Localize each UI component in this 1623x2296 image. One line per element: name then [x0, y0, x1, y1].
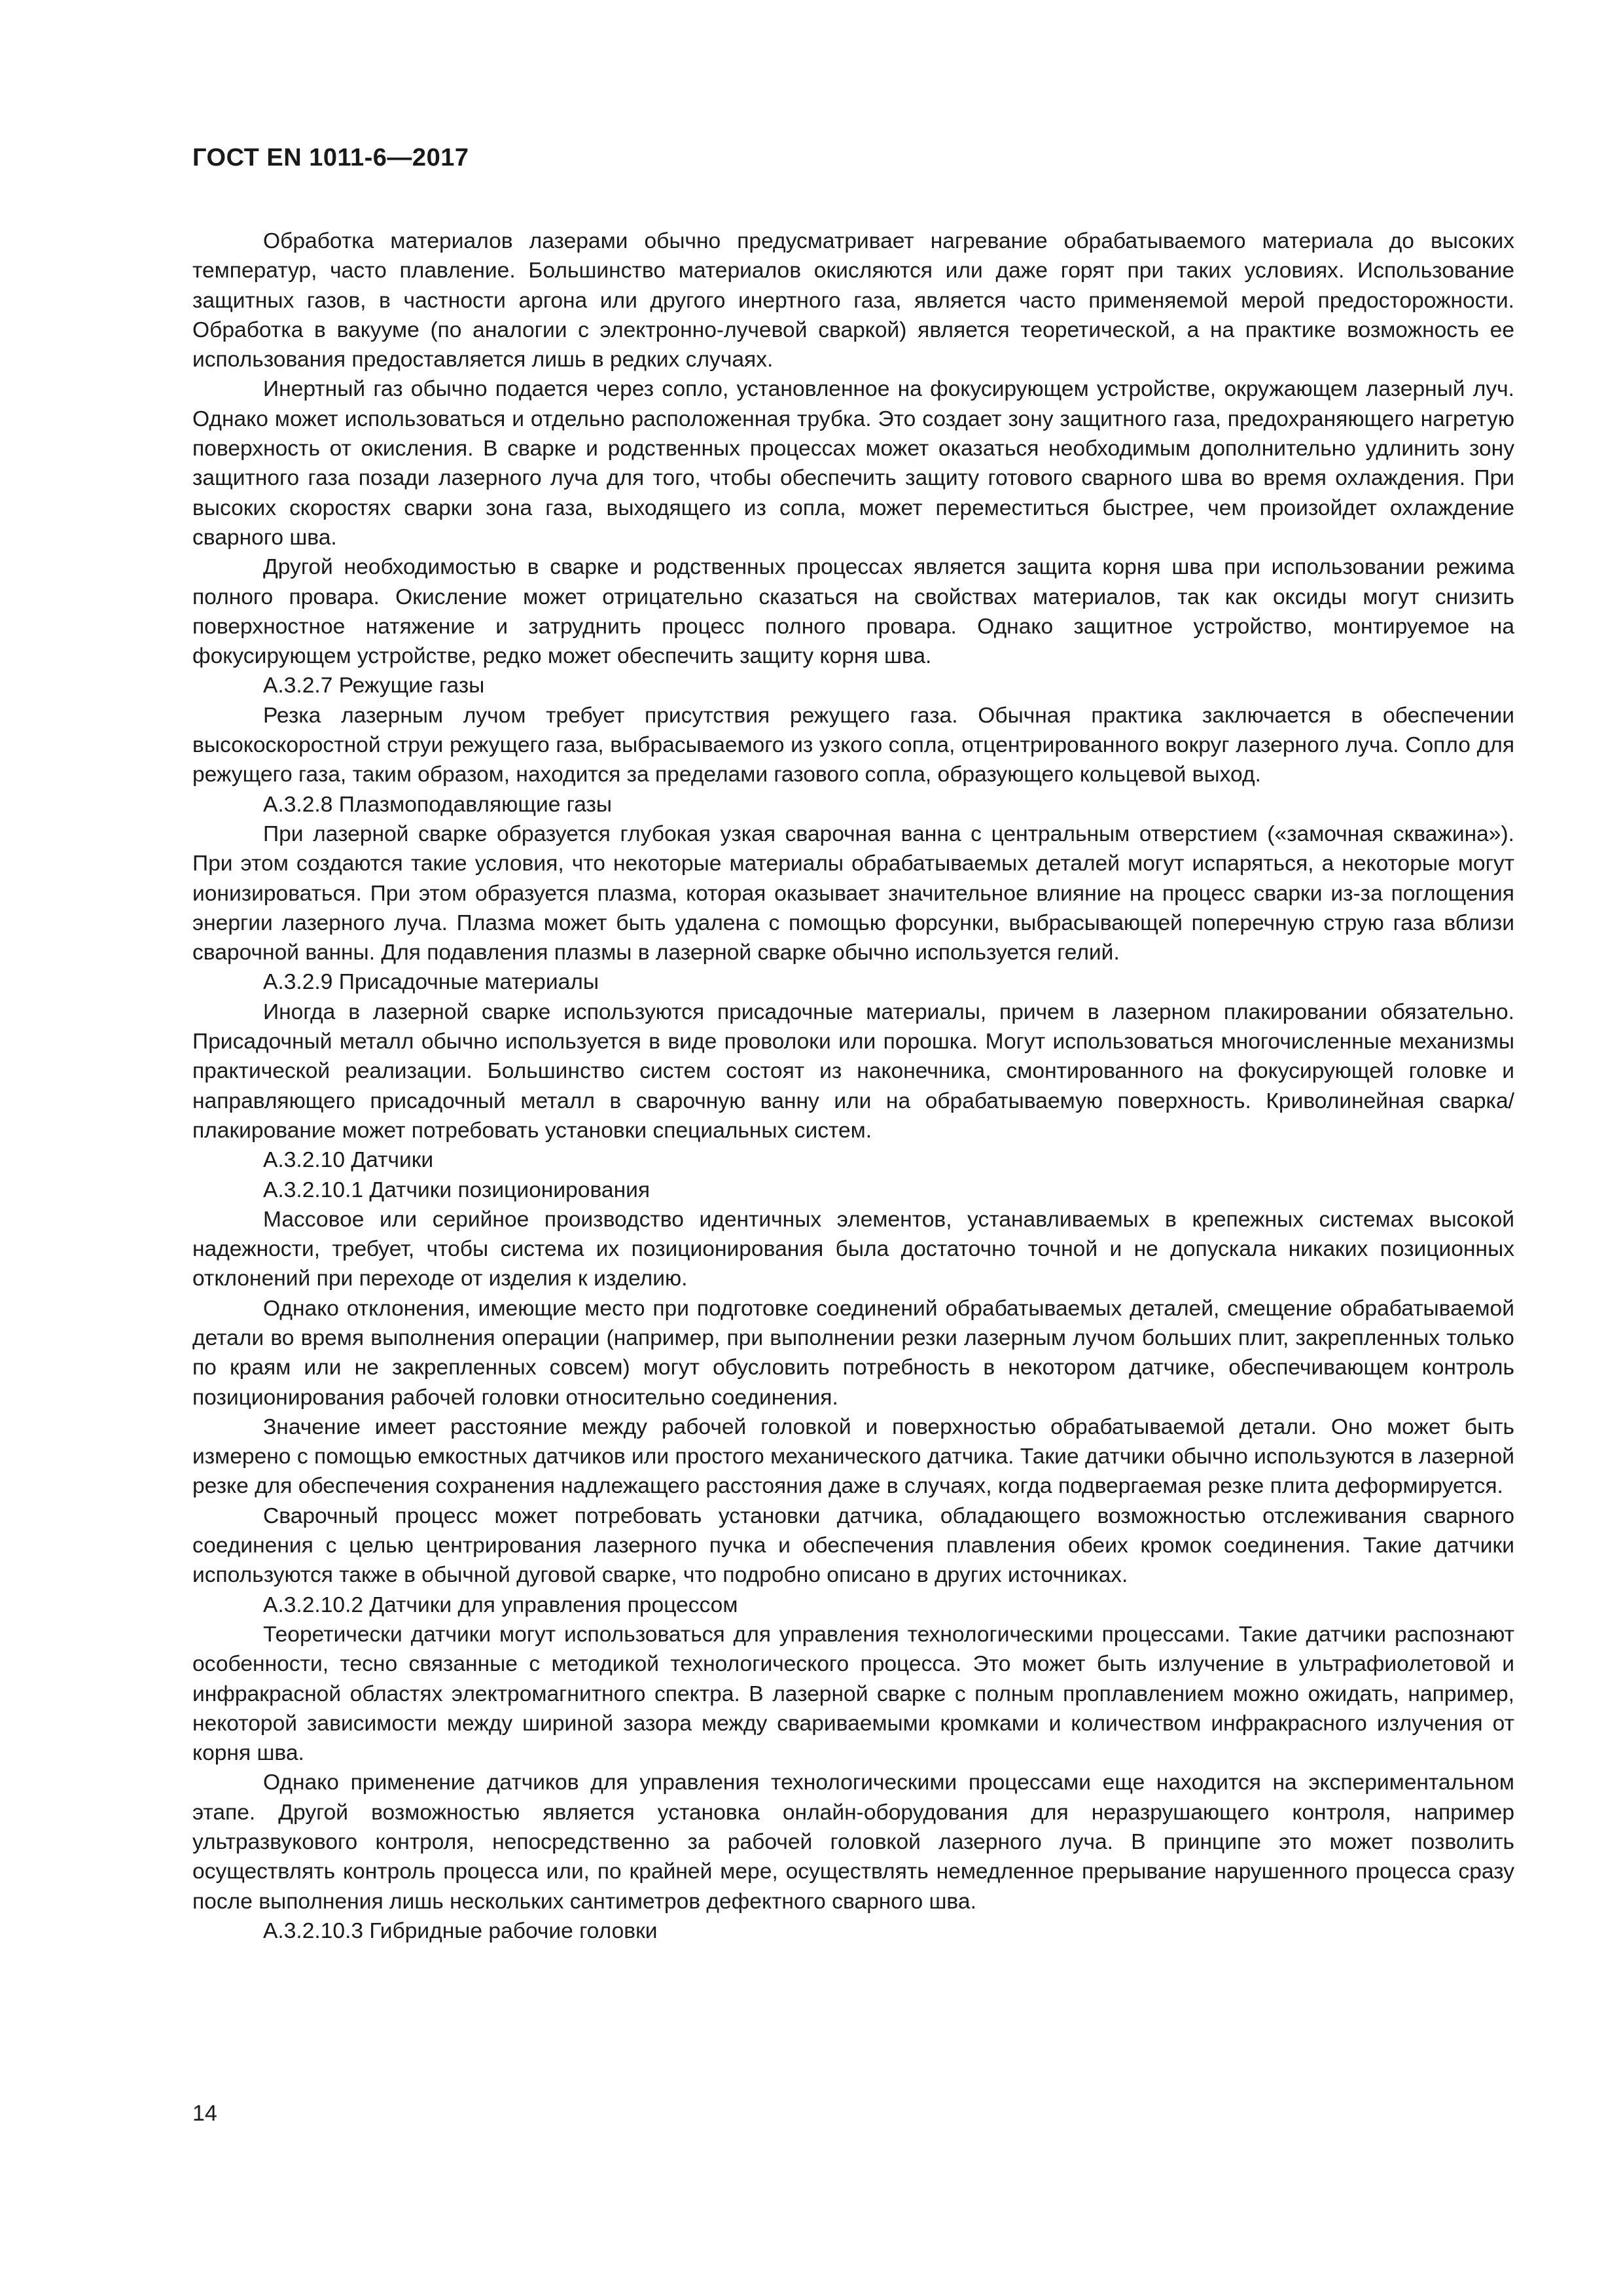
paragraph: Обработка материалов лазерами обычно предусматривает нагревание обрабатываемого материала до высоких температур, часто плавление. Большинство материалов окисляются или даже горят при таких условиях. Использование защитных газов, в частности аргона или другого инертного газа, является часто применяемой мерой предосторожности. Обработка в вакууме (по аналогии с электронно-лучевой сваркой) является теоретической, а на практике возможность ее использования предоставляется лишь в редких случаях.: [192, 229, 1514, 372]
paragraph: Однако отклонения, имеющие место при подготовке соединений обрабатываемых деталей, смещение обрабатываемой детали во время выполнения операции (например, при выполнении резки лазерным лучом больших плит, закрепленных только по краям или не закрепленных совсем) могут обусловить потребность в некотором датчике, обеспечивающем контроль позиционирования рабочей головки относительно соединения.: [192, 1296, 1514, 1410]
document-header: ГОСТ EN 1011-6—2017: [192, 144, 469, 171]
section-heading: А.3.2.10 Датчики: [263, 1148, 434, 1173]
paragraph: При лазерной сварке образуется глубокая узкая сварочная ванна с центральным отверстием («замочная скважина»). При этом создаются такие условия, что некоторые материалы обрабатываемых деталей могут испаряться, а некоторые могут ионизироваться. При этом образуется плазма, которая оказывает значительное влияние на процесс сварки из-за поглощения энергии лазерного луча. Плазма может быть удалена с помощью форсунки, выбрасывающей поперечную струю газа вблизи сварочной ванны. Для подавления плазмы в лазерной сварке обычно используется гелий.: [192, 821, 1514, 965]
section-heading: А.3.2.10.1 Датчики позиционирования: [263, 1177, 651, 1202]
section-heading: А.3.2.8 Плазмоподавляющие газы: [263, 792, 613, 817]
paragraph: Резка лазерным лучом требует присутствия режущего газа. Обычная практика заключается в обеспечении высокоскоростной струи режущего газа, выбрасываемого из узкого сопла, отцентрированного вокруг лазерного луча. Сопло для режущего газа, таким образом, находится за пределами газового сопла, образующего кольцевой выход.: [192, 703, 1514, 787]
paragraph: Инертный газ обычно подается через сопло, установленное на фокусирующем устройстве, окружающем лазерный луч. Однако может использоваться и отдельно расположенная трубка. Это создает зону защитного газа, предохраняющего нагретую поверхность от окисления. В сварке и родственных процессах может оказаться необходимым дополнительно удлинить зону защитного газа позади лазерного луча для того, чтобы обеспечить защиту готового сварного шва во время охлаждения. При высоких скоростях сварки зона газа, выходящего из сопла, может переместиться быстрее, чем произойдет охлаждение сварного шва.: [192, 377, 1514, 550]
paragraph: Иногда в лазерной сварке используются присадочные материалы, причем в лазерном плакировании обязательно. Присадочный металл обычно используется в виде проволоки или порошка. Могут использоваться многочисленные механизмы практической реализации. Большинство систем состоят из наконечника, смонтированного на фокусирующей головке и направляющего присадочный металл в сварочную ванну или на обрабатываемую поверхность. Криволинейная сварка/плакирование может потребовать установки специальных систем.: [192, 999, 1514, 1143]
paragraph: Значение имеет расстояние между рабочей головкой и поверхностью обрабатываемой детали. Оно может быть измерено с помощью емкостных датчиков или простого механического датчика. Такие датчики обычно используются в лазерной резке для обеспечения сохранения надлежащего расстояния даже в случаях, когда подвергаемая резке плита деформируется.: [192, 1414, 1514, 1499]
document-body: [192, 226, 1514, 1946]
section-heading: А.3.2.10.2 Датчики для управления процессом: [263, 1592, 738, 1617]
paragraph: Теоретически датчики могут использоваться для управления технологическими процессами. Такие датчики распознают особенности, тесно связанные с методикой технологического процесса. Это может быть излучение в ультрафиолетовой и инфракрасной областях электромагнитного спектра. В лазерной сварке с полным проплавлением можно ожидать, например, некоторой зависимости между шириной зазора между свариваемыми кромками и количеством инфракрасного излучения от корня шва.: [192, 1622, 1514, 1766]
paragraph: Массовое или серийное производство идентичных элементов, устанавливаемых в крепежных системах высокой надежности, требует, чтобы система их позиционирования была достаточно точной и не допускала никаких позиционных отклонений при переходе от изделия к изделию.: [192, 1207, 1514, 1291]
section-heading: А.3.2.7 Режущие газы: [263, 673, 485, 698]
paragraph: Однако применение датчиков для управления технологическими процессами еще находится на экспериментальном этапе. Другой возможностью является установка онлайн-оборудования для неразрушающего контроля, например ультразвукового контроля, непосредственно за рабочей головкой лазерного луча. В принципе это может позволить осуществлять контроль процесса или, по крайней мере, осуществлять немедленное прерывание нарушенного процесса сразу после выполнения лишь нескольких сантиметров дефектного сварного шва.: [192, 1770, 1514, 1914]
section-heading: А.3.2.9 Присадочные материалы: [263, 970, 599, 995]
page-number: 14: [192, 2101, 217, 2126]
paragraph: Сварочный процесс может потребовать установки датчика, обладающего возможностью отслеживания сварного соединения с целью центрирования лазерного пучка и обеспечения плавления обеих кромок соединения. Такие датчики используются также в обычной дуговой сварке, что подробно описано в других источниках.: [192, 1503, 1514, 1588]
paragraph: Другой необходимостью в сварке и родственных процессах является защита корня шва при использовании режима полного провара. Окисление может отрицательно сказаться на свойствах материалов, так как оксиды могут снизить поверхностное натяжение и затруднить процесс полного провара. Однако защитное устройство, монтируемое на фокусирующем устройстве, редко может обеспечить защиту корня шва.: [192, 555, 1514, 669]
section-heading: А.3.2.10.3 Гибридные рабочие головки: [263, 1918, 658, 1943]
